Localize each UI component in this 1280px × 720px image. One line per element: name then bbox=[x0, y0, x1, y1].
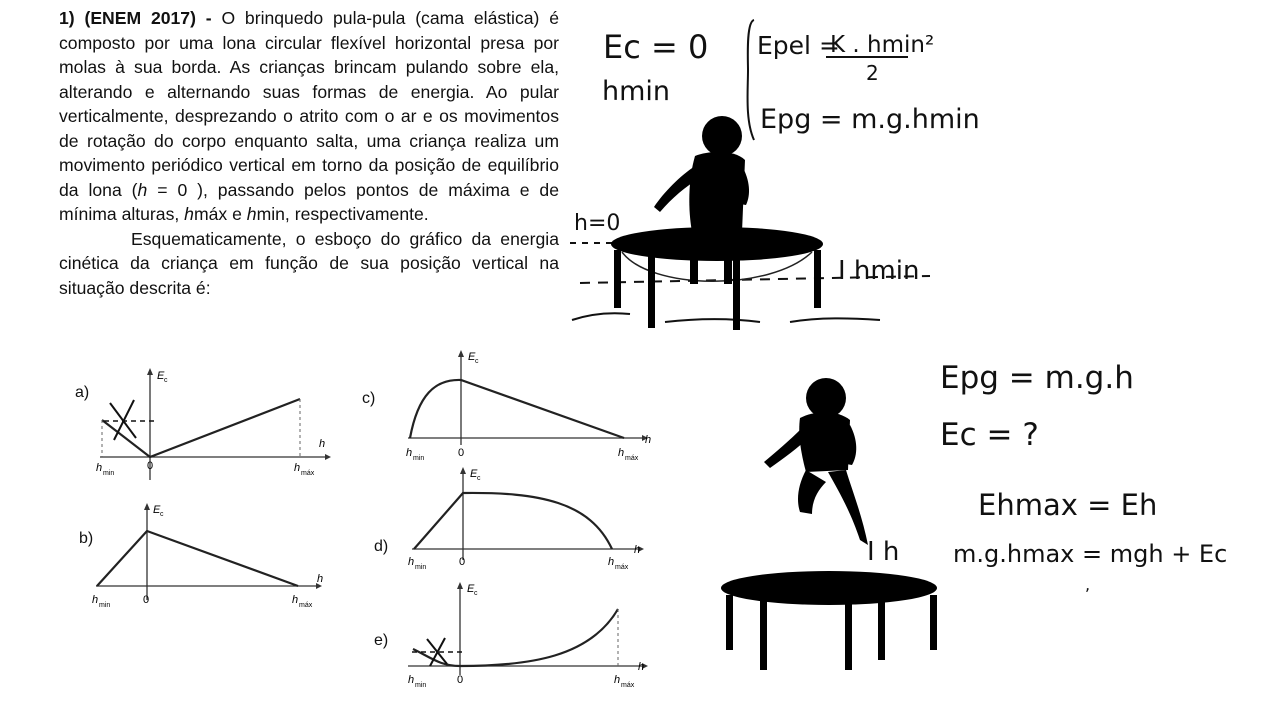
hmin-tick-sub: min bbox=[415, 564, 427, 571]
zero-tick: 0 bbox=[147, 460, 154, 472]
ec-axis-sub: c bbox=[477, 475, 481, 482]
question-body-c: e bbox=[232, 204, 242, 224]
hmax-tick: h bbox=[608, 556, 615, 568]
ec-axis-label: E bbox=[153, 504, 161, 516]
h-variable: h bbox=[184, 204, 194, 224]
ec-axis-label: E bbox=[157, 370, 165, 382]
hmax-tick: h bbox=[294, 462, 301, 474]
hmin-tick: h bbox=[96, 462, 103, 474]
question-body-b: = 0 ), passando pelos pontos de máxima e de mínima alturas, bbox=[59, 179, 560, 224]
h-variable: h bbox=[137, 179, 148, 200]
note-ec-question: Ec = ? bbox=[940, 417, 1039, 453]
h-axis-label: h bbox=[638, 661, 645, 673]
hmin-subscript: min, bbox=[256, 204, 290, 224]
h-axis-label: h bbox=[645, 434, 652, 446]
hmax-tick-sub: máx bbox=[625, 455, 639, 462]
hmin-tick-sub: min bbox=[413, 455, 425, 462]
h-axis-label: h bbox=[319, 438, 326, 450]
zero-tick: 0 bbox=[459, 556, 466, 568]
hmin-tick: h bbox=[408, 556, 415, 568]
hmax-tick: h bbox=[618, 447, 625, 459]
option-e-label[interactable]: e) bbox=[374, 632, 389, 649]
question-header: 1) (ENEM 2017) - bbox=[59, 8, 212, 28]
question-paragraph-2: Esquematicamente, o esboço do gráfico da energia cinética da criança em função de sua posição vertical na situação descrita é: bbox=[59, 228, 559, 298]
note-h-zero: h=0 bbox=[574, 211, 621, 236]
note-h-mark: I h bbox=[867, 537, 900, 567]
note-epel-num: K . hmin² bbox=[830, 32, 935, 58]
option-c-label[interactable]: c) bbox=[362, 390, 376, 407]
note-hmin-mark: I hmin bbox=[838, 256, 920, 286]
option-d-label[interactable]: d) bbox=[374, 538, 389, 555]
hmin-tick-sub: min bbox=[103, 470, 115, 477]
hmin-tick-sub: min bbox=[99, 602, 111, 609]
question-body-a: O brinquedo pula-pula (cama elástica) é composto por uma lona circular flexível horizontal presa por molas à sua borda. As crianças brincam pulando sobre ela, alterando e alternando suas formas de energia. Ao pular verticalmente, desprezando o atrito com o ar e os movimentos de rotação do corpo enquanto salta, uma criança realiza um movimento periódico vertical em torno da posição de equilíbrio da lona ( bbox=[59, 8, 559, 200]
hmax-tick-sub: máx bbox=[299, 602, 313, 609]
option-a-label[interactable]: a) bbox=[75, 384, 90, 401]
cross-mark-a bbox=[104, 400, 156, 440]
note-epel: Epel = bbox=[757, 31, 840, 60]
note-emech: Ehmax = Eh bbox=[978, 488, 1158, 522]
ec-axis-sub: c bbox=[164, 377, 168, 384]
hmax-tick-sub: máx bbox=[621, 682, 635, 689]
child-silhouette-2 bbox=[764, 378, 868, 545]
ec-axis-sub: c bbox=[160, 511, 164, 518]
zero-tick: 0 bbox=[143, 594, 150, 606]
note-ec-zero: Ec = 0 bbox=[603, 28, 709, 66]
ec-axis-label: E bbox=[467, 583, 475, 595]
note-comma: , bbox=[1085, 575, 1091, 594]
zero-tick: 0 bbox=[457, 674, 464, 686]
hmin-tick: h bbox=[408, 674, 415, 686]
h-variable: h bbox=[246, 204, 257, 224]
note-energy-equation: m.g.hmax = mgh + Ec bbox=[953, 540, 1228, 568]
zero-tick: 0 bbox=[458, 447, 465, 459]
h-axis-label: h bbox=[317, 573, 324, 585]
note-epel-den: 2 bbox=[866, 61, 879, 85]
hmax-tick: h bbox=[614, 674, 621, 686]
hmax-tick: h bbox=[292, 594, 299, 606]
brace bbox=[748, 20, 754, 140]
ec-axis-sub: c bbox=[474, 590, 478, 597]
h-axis-label: h bbox=[634, 544, 641, 556]
hmin-tick: h bbox=[406, 447, 413, 459]
trampoline-drawing-2 bbox=[721, 571, 937, 670]
ec-axis-sub: c bbox=[475, 358, 479, 365]
ground-lines bbox=[572, 313, 880, 322]
child-silhouette-1 bbox=[654, 116, 749, 232]
ec-axis-label: E bbox=[470, 468, 478, 480]
ec-axis-label: E bbox=[468, 351, 476, 363]
hmin-tick: h bbox=[92, 594, 99, 606]
trampoline-drawing-1 bbox=[611, 227, 823, 330]
option-b-label[interactable]: b) bbox=[79, 530, 94, 547]
hmax-subscript: máx bbox=[193, 204, 228, 224]
hmin-tick-sub: min bbox=[415, 682, 427, 689]
hmax-tick-sub: máx bbox=[301, 470, 315, 477]
hmax-tick-sub: máx bbox=[615, 564, 629, 571]
note-epg-hmin: Epg = m.g.hmin bbox=[760, 104, 980, 135]
note-hmin: hmin bbox=[602, 76, 671, 107]
question-body-d: respectivamente. bbox=[294, 204, 429, 224]
note-epg-h: Epg = m.g.h bbox=[940, 360, 1134, 396]
cross-mark-e bbox=[412, 638, 462, 666]
